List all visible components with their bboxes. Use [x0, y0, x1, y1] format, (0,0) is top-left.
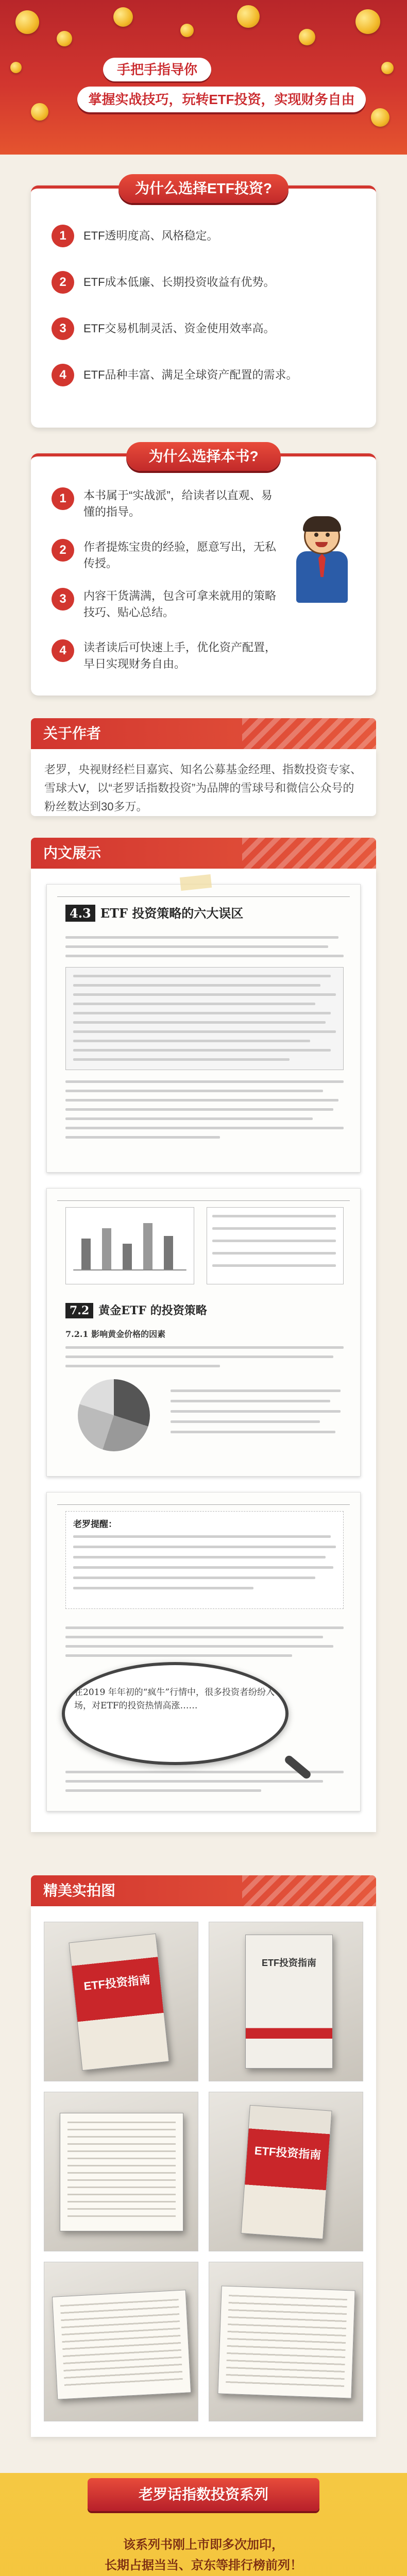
- series-section: [0, 2473, 407, 2576]
- section-number: 7.2: [65, 1303, 93, 1318]
- item-text: ETF品种丰富、满足全球资产配置的需求。: [83, 368, 298, 381]
- list-item: [52, 639, 283, 672]
- item-number: 4: [52, 639, 74, 662]
- why-etf-title: 为什么选择ETF投资?: [118, 174, 289, 203]
- photo-3: [44, 2092, 198, 2251]
- page-heading: 7.2 黄金ETF 的投资策略: [65, 1302, 207, 1318]
- list-item: [52, 487, 283, 520]
- reminder-label: 老罗提醒：: [73, 1519, 117, 1530]
- photos-section-header: [31, 1875, 376, 1906]
- list-item: [52, 317, 355, 337]
- preview-title: 内文展示: [43, 845, 101, 861]
- list-item: [52, 364, 355, 383]
- item-number: 3: [52, 317, 74, 340]
- cover-label: ETF投资指南: [83, 1973, 151, 1993]
- section-number: 4.3: [65, 905, 95, 922]
- mascot-illustration: [289, 518, 355, 606]
- item-text: ETF交易机制灵活、资金使用效率高。: [83, 322, 275, 335]
- author-title: 关于作者: [43, 725, 101, 741]
- author-bio: 老罗，央视财经栏目嘉宾、知名公募基金经理、指数投资专家、雪球大V，以“老罗话指数投资”为品牌的雪球号和微信公众号的粉丝数达到30多万。: [31, 749, 376, 816]
- photo-gallery: [31, 1906, 376, 2437]
- book-page-1: [46, 884, 361, 1173]
- item-number: 3: [52, 588, 74, 611]
- list-item: [52, 588, 283, 621]
- magnifier-callout: [62, 1662, 289, 1765]
- photo-5: [44, 2262, 198, 2421]
- page-subheading: 7.2.1 影响黄金价格的因素: [65, 1329, 166, 1339]
- item-text: 本书属于“实战派”，给读者以直观、易懂的指导。: [83, 489, 273, 518]
- series-intro: 该系列书刚上市即多次加印， 长期占据当当、京东等排行榜前列！: [105, 2538, 302, 2572]
- item-number: 2: [52, 539, 74, 562]
- page-heading: 4.3 ETF 投资策略的六大误区: [65, 903, 243, 921]
- photos-title: 精美实拍图: [43, 1883, 116, 1899]
- hero-tag: 手把手指导你: [103, 58, 211, 81]
- item-number: 4: [52, 364, 74, 386]
- item-text: ETF透明度高、风格稳定。: [83, 229, 218, 242]
- item-text: 作者提炼宝贵的经验，愿意写出，无私传授。: [83, 540, 277, 570]
- photo-6: [209, 2262, 363, 2421]
- list-item: [52, 271, 355, 291]
- author-section-header: [31, 718, 376, 749]
- series-title: 老罗话指数投资系列: [88, 2478, 319, 2511]
- preview-panel: [31, 869, 376, 1832]
- photo-2: ETF投资指南: [209, 1922, 363, 2081]
- hero-headline: 掌握实战技巧，玩转ETF投资，实现财务自由: [77, 87, 366, 112]
- item-text: 读者读后可快速上手，优化资产配置，早日实现财务自由。: [83, 641, 277, 670]
- item-text: ETF成本低廉、长期投资收益有优势。: [83, 276, 275, 289]
- list-item: [52, 539, 283, 572]
- why-etf-card: [31, 180, 376, 428]
- photo-1: [44, 1922, 198, 2081]
- book-page-3: [46, 1492, 361, 1811]
- magnifier-text: 在2019 年年初的“疯牛”行情中，很多投资者纷纷入场，对ETF的投资热情高涨……: [74, 1687, 275, 1711]
- photo-4: ETF投资指南: [209, 2092, 363, 2251]
- list-item: [52, 225, 355, 244]
- why-book-title: 为什么选择本书?: [126, 442, 281, 471]
- item-number: 1: [52, 487, 74, 510]
- item-number: 1: [52, 225, 74, 247]
- why-book-card: [31, 448, 376, 696]
- book-page-2: [46, 1188, 361, 1477]
- hero-banner: [0, 0, 407, 155]
- item-number: 2: [52, 271, 74, 294]
- item-text: 内容干货满满，包含可拿来就用的策略技巧、贴心总结。: [83, 589, 277, 619]
- preview-section-header: [31, 838, 376, 869]
